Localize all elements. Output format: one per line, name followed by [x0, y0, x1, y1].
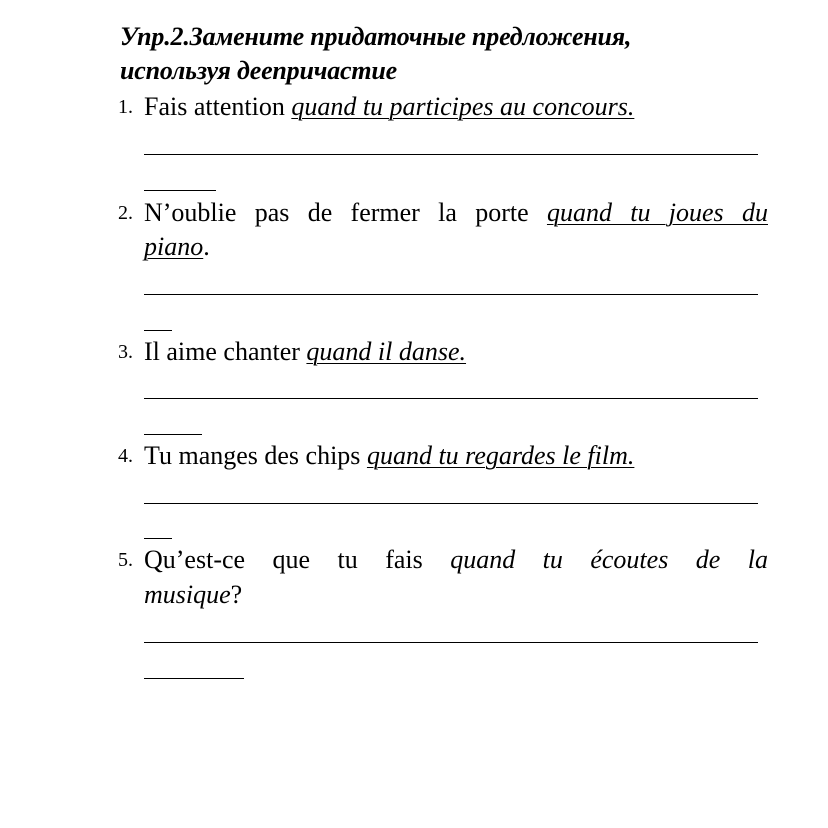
item-2-number: 2. — [118, 202, 133, 224]
item-5-number: 5. — [118, 549, 133, 571]
item-5-sentence-line-1 — [144, 543, 768, 577]
item-5-italic-clause-end: musique — [144, 580, 231, 609]
item-5-end-punct: ? — [230, 580, 243, 609]
item-3-sentence — [144, 335, 768, 369]
item-5-italic-clause: quand tu écoutes de la — [450, 545, 768, 574]
item-4-sentence — [144, 439, 768, 473]
item-3-answer-line-end — [144, 434, 202, 435]
item-2-text: N’oublie pas de fermer la porte — [144, 198, 547, 227]
item-1-answer-line-end — [144, 190, 216, 191]
item-1-answer-line — [144, 154, 758, 155]
item-5-answer-line — [144, 642, 758, 643]
item-1-text: Fais attention — [144, 92, 292, 121]
item-5-text: Qu’est-ce que tu fais — [144, 545, 451, 574]
exercise-title — [120, 20, 770, 88]
item-1-sentence — [144, 90, 768, 124]
item-3-underlined-clause: quand il danse. — [306, 337, 467, 366]
item-2-underlined-clause-end: piano — [144, 232, 204, 261]
exercise-title-line-2: используя деепричастие — [120, 56, 397, 85]
item-2-answer-line-end — [144, 330, 172, 331]
item-5-sentence-line-2 — [144, 578, 768, 612]
item-4-number: 4. — [118, 445, 133, 467]
item-2-sentence-line-2 — [144, 230, 768, 264]
item-5-answer-line-end — [144, 678, 244, 679]
item-4-text: Tu manges des chips — [144, 441, 367, 470]
item-3-number: 3. — [118, 341, 133, 363]
item-2-end-punct: . — [203, 232, 210, 261]
item-1-underlined-clause: quand tu participes au concours. — [291, 92, 635, 121]
exercise-title-line-1: Упр.2.Замените придаточные предложения, — [120, 22, 632, 51]
item-2-underlined-clause: quand tu joues du — [546, 198, 768, 227]
item-3-answer-line — [144, 398, 758, 399]
item-4-answer-line-end — [144, 538, 172, 539]
item-2-sentence-line-1 — [144, 196, 768, 230]
item-4-answer-line — [144, 503, 758, 504]
item-3-text: Il aime chanter — [144, 337, 307, 366]
item-4-underlined-clause: quand tu regardes le film. — [366, 441, 635, 470]
item-1-number: 1. — [118, 96, 133, 118]
item-2-answer-line — [144, 294, 758, 295]
